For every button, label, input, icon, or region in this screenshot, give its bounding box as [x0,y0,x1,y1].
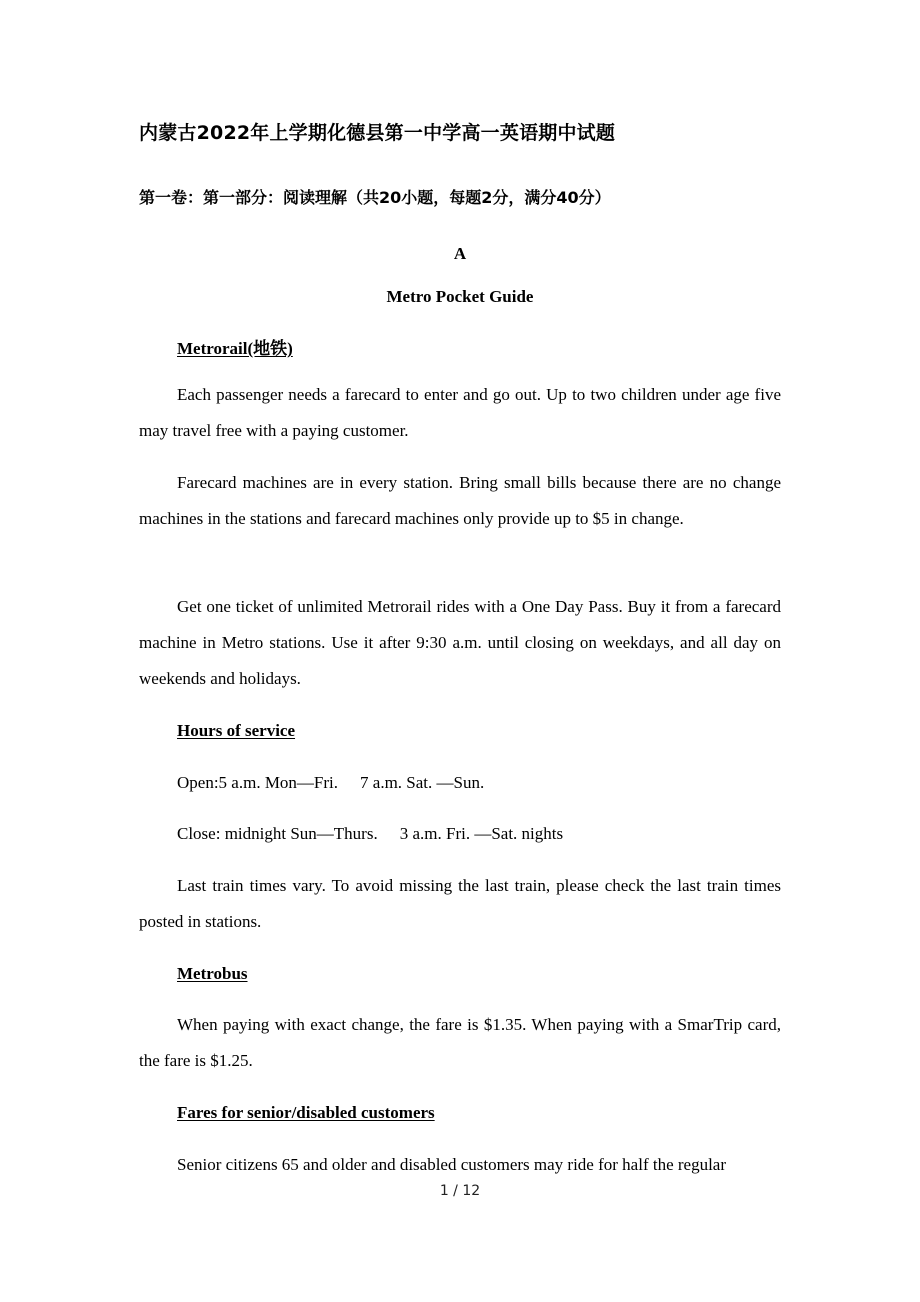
metrobus-heading: Metrobus [177,964,248,983]
metrorail-paragraph-1: Each passenger needs a farecard to enter and go out. Up to two children under age five may travel free with a paying customer. [139,385,781,440]
senior-fares-heading: Fares for senior/disabled customers [177,1103,435,1122]
metrorail-paragraph-3: Get one ticket of unlimited Metrorail rides with a One Day Pass. Buy it from a farecard machine in Metro stations. Use it after 9:30 a.m. until closing on weekdays, and all day on weekends and holidays. [139,597,781,688]
hours-heading: Hours of service [177,721,296,740]
metrobus-paragraph: When paying with exact change, the fare is $1.35. When paying with a SmarTrip card, the fare is $1.25. [139,1015,781,1070]
hours-close-weekday: Close: midnight Sun—Thurs. [177,824,378,843]
document-title: 内蒙古2022年上学期化德县第一中学高一英语期中试题 [139,122,616,144]
page-indicator: 1 / 12 [439,1183,481,1199]
section-header: 第一卷：第一部分：阅读理解（共20小题，每题2分，满分40分） [139,188,611,207]
hours-close-line [177,824,563,844]
hours-close-weekend: 3 a.m. Fri. —Sat. nights [399,824,564,843]
hours-open-weekday: Open:5 a.m. Mon—Fri. [177,773,339,792]
senior-fares-paragraph: Senior citizens 65 and older and disabled customers may ride for half the regular [177,1155,727,1174]
hours-open-weekend: 7 a.m. Sat. —Sun. [360,773,485,792]
hours-open-line [177,773,484,793]
passage-letter: A [453,244,467,263]
metrorail-paragraph-2: Farecard machines are in every station. Bring small bills because there are no change machines in the stations and farecard machines only provide up to $5 in change. [139,473,781,528]
passage-title: Metro Pocket Guide [386,287,534,306]
metrorail-heading: Metrorail(地铁) [177,339,293,358]
hours-paragraph: Last train times vary. To avoid missing the last train, please check the last train times posted in stations. [139,876,781,931]
